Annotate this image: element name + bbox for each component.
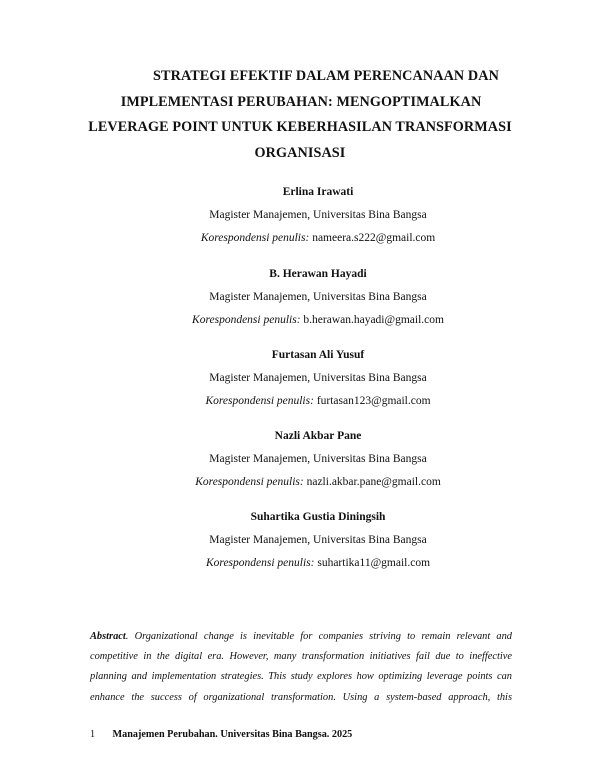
author-affiliation: Magister Manajemen, Universitas Bina Bangsa: [209, 453, 427, 465]
paper-title: [60, 64, 540, 166]
title-line-3: LEVERAGE POINT UNTUK KEBERHASILAN TRANSFORMASI: [88, 119, 512, 135]
author-name: Furtasan Ali Yusuf: [271, 349, 365, 361]
correspondence-label: Korespondensi penulis:: [200, 232, 310, 244]
author-block-5: [0, 510, 600, 570]
abstract-lead: Abstract: [90, 631, 126, 642]
correspondence-label: Korespondensi penulis:: [205, 395, 314, 407]
footer-text: Manajemen Perubahan. Universitas Bina Bangsa. 2025: [112, 729, 353, 740]
author-affiliation: Magister Manajemen, Universitas Bina Bangsa: [209, 372, 427, 384]
author-name: Erlina Irawati: [282, 186, 354, 198]
author-correspondence: [0, 394, 600, 408]
correspondence-label: Korespondensi penulis:: [195, 476, 304, 488]
page-footer: [90, 729, 352, 740]
abstract-line-1-text: . Organizational change is inevitable for companies striving to remain relevant and: [125, 631, 512, 642]
abstract-line: [90, 627, 512, 647]
author-name: B. Herawan Hayadi: [269, 268, 367, 280]
author-correspondence: [0, 556, 600, 570]
abstract-line: competitive in the digital era. However, many transformation initiatives fail due to ineffective: [90, 651, 512, 663]
author-affiliation: Magister Manajemen, Universitas Bina Bangsa: [209, 291, 427, 303]
author-name: Nazli Akbar Pane: [274, 430, 362, 442]
author-correspondence: [0, 313, 600, 327]
author-email: b.herawan.hayadi@gmail.com: [303, 314, 444, 326]
author-affiliation: Magister Manajemen, Universitas Bina Bangsa: [209, 534, 427, 546]
correspondence-label: Korespondensi penulis:: [205, 557, 315, 569]
title-line-1: STRATEGI EFEKTIF DALAM PERENCANAAN DAN: [153, 68, 499, 84]
author-email: nameera.s222@gmail.com: [312, 232, 436, 244]
author-email: nazli.akbar.pane@gmail.com: [306, 476, 441, 488]
title-line-4: ORGANISASI: [254, 144, 346, 161]
author-block-4: [0, 429, 600, 489]
author-block-2: [0, 267, 600, 327]
abstract-line: enhance the success of organizational transformation. Using a system-based approach, this: [90, 691, 512, 703]
author-correspondence: [0, 231, 600, 245]
author-email: furtasan123@gmail.com: [316, 395, 431, 407]
author-email: suhartika11@gmail.com: [317, 557, 431, 569]
author-block-1: [0, 185, 600, 245]
abstract: [90, 627, 512, 708]
title-line-2: IMPLEMENTASI PERUBAHAN: MENGOPTIMALKAN: [120, 93, 482, 110]
author-correspondence: [0, 475, 600, 489]
page-number: 1: [90, 729, 96, 740]
author-affiliation: Magister Manajemen, Universitas Bina Bangsa: [209, 209, 427, 221]
author-name: Suhartika Gustia Diningsih: [250, 511, 386, 523]
abstract-line: planning and implementation strategies. This study explores how optimizing leverage points can: [90, 671, 512, 683]
correspondence-label: Korespondensi penulis:: [192, 314, 301, 326]
author-block-3: [0, 348, 600, 408]
